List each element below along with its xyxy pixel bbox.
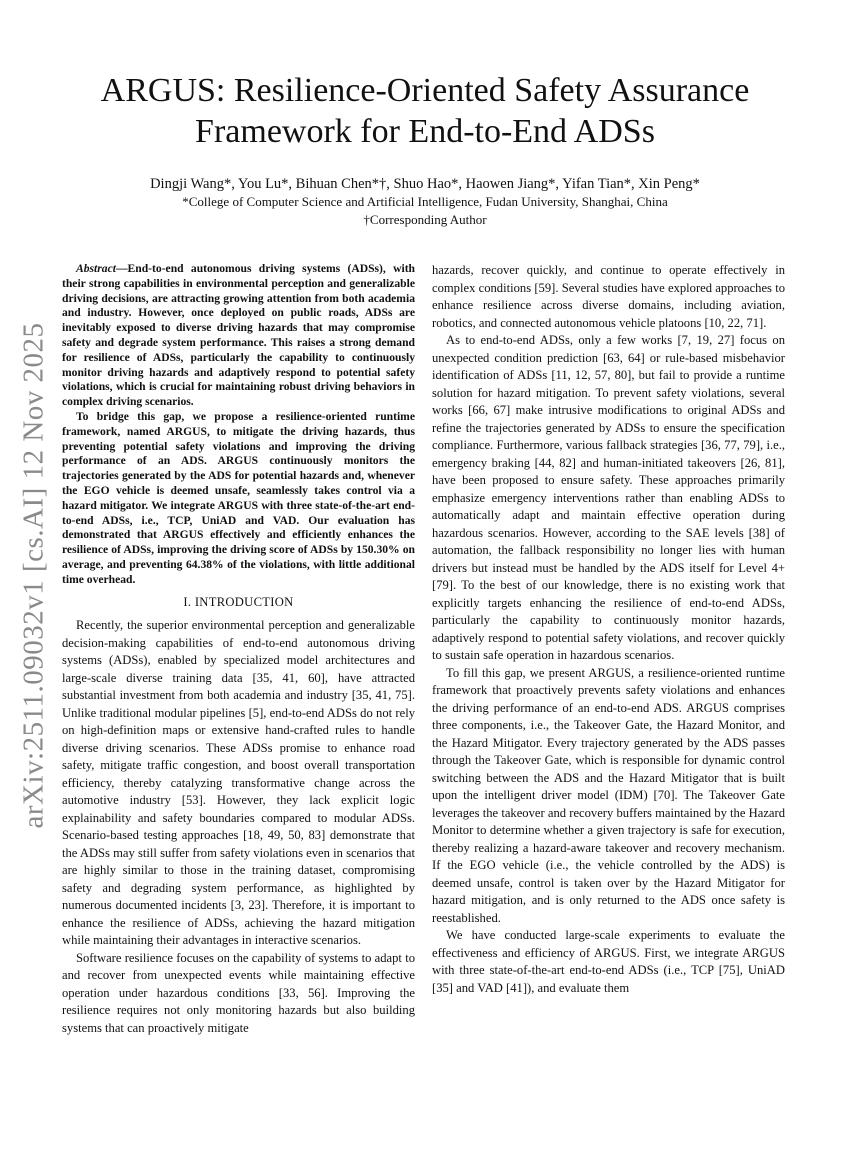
- author-block: [70, 175, 780, 229]
- abstract-text-1: —End-to-end autonomous driving systems (ADSs), with their strong capabilities in environmental perception and generalizable driving decisions, are attracting growing attention from both academia and industry. However, once deployed on public roads, ADSs are inevitably exposed to diverse driving hazards that may compromise safety and degrade system performance. This raises a strong demand for resilience of ADSs, particularly the capability to continuously monitor driving hazards and adaptively respond to potential safety violations, which is crucial for maintaining robust driving behaviors in complex driving scenarios.: [62, 262, 415, 409]
- paper-title: [70, 70, 780, 152]
- abstract-label: Abstract: [76, 262, 116, 275]
- arxiv-identifier: arXiv:2511.09032v1 [cs.AI] 12 Nov 2025: [17, 321, 50, 829]
- right-paragraph-2: To fill this gap, we present ARGUS, a resilience-oriented runtime framework that proactively prevents safety violations and enhances the driving performance of an end-to-end ADS. ARGUS comprises three components, i.e., the Takeover Gate, the Hazard Monitor, and the Hazard Mitigator. Every trajectory generated by the ADS passes through the Takeover Gate, which is responsible for dynamic control switching between the ADS and the Hazard Mitigator that is built upon the intelligent driver model (IDM) [70]. The Takeover Gate leverages the takeover and recovery buffers maintained by the Hazard Monitor to determine whether a given trajectory is safe for execution, thereby realizing a hazard-aware takeover and recovery mechanism. If the EGO vehicle (i.e., the vehicle controlled by the ADS) is deemed unsafe, control is taken over by the Hazard Mitigator for hazard mitigation, and is only returned to the ADS once safety is reestablished.: [432, 665, 785, 925]
- abstract-paragraph-1: [62, 262, 415, 410]
- affiliation: *College of Computer Science and Artificial Intelligence, Fudan University, Shanghai, China: [182, 194, 668, 209]
- section-heading-introduction: I. INTRODUCTION: [183, 594, 294, 609]
- author-list: Dingji Wang*, You Lu*, Bihuan Chen*†, Shuo Hao*, Haowen Jiang*, Yifan Tian*, Xin Peng*: [150, 176, 700, 192]
- arxiv-stamp: [14, 320, 54, 830]
- corresponding-note: †Corresponding Author: [363, 212, 487, 227]
- left-column: [62, 262, 415, 1037]
- right-paragraph-3: We have conducted large-scale experiments to evaluate the effectiveness and efficiency of ARGUS. First, we integrate ARGUS with three state-of-the-art end-to-end ADSs (i.e., TCP [75], UniAD [35] and VAD [41]), and evaluate them: [432, 928, 785, 995]
- intro-paragraph-2: Software resilience focuses on the capability of systems to adapt to and recover from unexpected events while maintaining effective operation under hazardous conditions [33, 56]. Improving the resilience requires not only monitoring hazards but also building systems that can proactively mitigate: [62, 950, 415, 1035]
- abstract-paragraph-2: To bridge this gap, we propose a resilience-oriented runtime framework, named ARGUS, to mitigate the driving hazards, thus preventing potential safety violations and improving the driving performance of an ADS. ARGUS continuously monitors the trajectories generated by the ADS for potential hazards and, whenever the EGO vehicle is deemed unsafe, seamlessly takes control via a hazard mitigator. We integrate ARGUS with three state-of-the-art end-to-end ADSs, i.e., TCP, UniAD and VAD. Our evaluation has demonstrated that ARGUS effectively and efficiently enhances the resilience of ADSs, improving the driving score of ADSs by 150.30% on average, and preventing 64.38% of the violations, with little additional time overhead.: [62, 409, 415, 586]
- title-line-2: Framework for End-to-End ADSs: [195, 113, 655, 150]
- abstract: [62, 262, 415, 588]
- right-paragraph-1: As to end-to-end ADSs, only a few works [7, 19, 27] focus on unexpected condition prediction [63, 64] or rule-based misbehavior identification of ADSs [11, 12, 57, 80], but fail to provide a runtime solution for hazard mitigation. To prevent safety violations, several works [66, 67] make intrusive modifications to original ADSs and refine the trajectories generated by ADSs to ensure the specification compliance. Furthermore, various fallback strategies [36, 77, 79], i.e., emergency braking [44, 82] and human-initiated takeovers [26, 81], have been proposed to ensure safety. These approaches primarily emphasize emergency interventions rather than enabling ADSs to automatically adapt and maintain effective operation during hazardous scenarios. However, according to the SAE levels [38] of automation, the fallback responsibility no longer lies with human drivers but instead must be handled by the ADS itself for Level 4+ [79]. To the best of our knowledge, there is no existing work that explicitly targets enhancing the resilience of end-to-end ADSs, particularly the capability to continuously monitor hazards, adaptively respond to potential safety violations, and recover quickly to sustain safe operation in hazardous scenarios.: [432, 333, 785, 662]
- intro-paragraph-1: Recently, the superior environmental perception and generalizable decision-making capabilities of end-to-end autonomous driving systems (ADSs), enabled by specialized model architectures and large-scale diverse training data [35, 41, 60], have attracted substantial investment from both academia and industry [35, 41, 75]. Unlike traditional modular pipelines [5], end-to-end ADSs do not rely on high-definition maps or extensive hand-crafted rules to handle diverse driving scenarios. These ADSs promise to enhance road safety, mitigate traffic congestion, and boost overall transportation efficiency, thereby catalyzing transformative change across the automotive industry [53]. However, they lack explicit logic explainability and safety boundaries compared to modular ADSs. Scenario-based testing approaches [18, 49, 50, 83] demonstrate that the ADSs may still suffer from safety violations even in scenarios that are highly similar to those in the training dataset, compromising safety and degrading system performance, as highlighted by numerous documented incidents [3, 23]. Therefore, it is important to enhance the resilience of ADSs, achieving the hazard mitigation while maintaining their advantages in interactive scenarios.: [62, 618, 415, 948]
- right-paragraph-continued: hazards, recover quickly, and continue to operate effectively in complex conditions [59]. Several studies have explored approaches to enhance resilience across diverse domains, including aviation, robotics, and connected autonomous vehicle platoons [10, 22, 71].: [432, 263, 785, 330]
- title-line-1: ARGUS: Resilience-Oriented Safety Assurance: [100, 72, 750, 109]
- right-column: [432, 262, 785, 997]
